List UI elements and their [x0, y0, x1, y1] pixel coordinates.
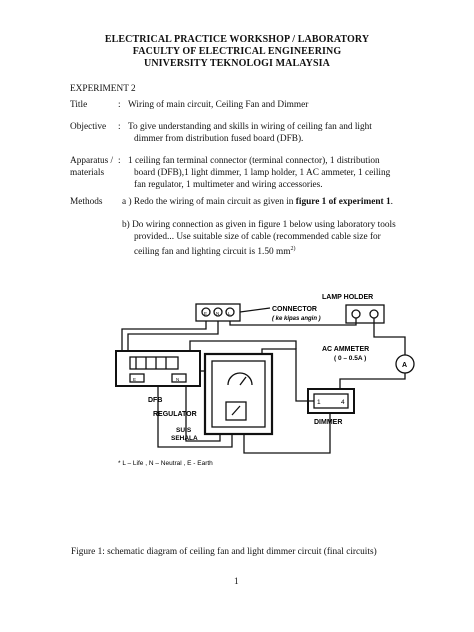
- apparatus-line-1: 1 ceiling fan terminal connector (terminal connector), 1 distribution: [128, 156, 380, 166]
- ammeter-range: ( 0 – 0.5A ): [334, 355, 367, 362]
- ammeter-label: AC AMMETER: [322, 346, 370, 353]
- lamp-holder-label: LAMP HOLDER: [322, 294, 374, 301]
- methods-label: Methods: [70, 197, 103, 207]
- figure-caption: Figure 1: schematic diagram of ceiling fan and light dimmer circuit (final circuits): [71, 547, 377, 557]
- ammeter-letter: A: [402, 362, 408, 369]
- methods-b-line-3-text: ceiling fan and lighting circuit is 1.50 mm: [134, 247, 291, 258]
- apparatus-colon: :: [118, 156, 121, 166]
- terminal-n-label: N: [216, 311, 220, 316]
- objective-label: Objective: [70, 122, 107, 132]
- regulator-panel: [205, 354, 272, 434]
- objective-line-1: To give understanding and skills in wiring of ceiling fan and light: [128, 122, 372, 132]
- methods-a: [122, 196, 467, 208]
- sehala-label: SEHALA: [171, 435, 198, 442]
- title-colon: :: [118, 100, 121, 110]
- wiring-diagram: [0, 275, 474, 485]
- apparatus-label-1: Apparatus /: [70, 156, 114, 166]
- methods-a-prefix: a ) Redo the wiring of main circuit as given in: [122, 197, 296, 207]
- apparatus-line-3: fan regulator, 1 multimeter and wiring accessories.: [134, 180, 323, 190]
- dimmer-label: DIMMER: [314, 419, 343, 426]
- title-value: Wiring of main circuit, Ceiling Fan and Dimmer: [128, 100, 309, 110]
- dfb-e-label: E: [133, 377, 137, 382]
- methods-b-line-3: [134, 243, 295, 258]
- lamp-holder-terminal-2: [370, 310, 378, 318]
- methods-a-bold: figure 1 of experiment 1: [295, 197, 391, 207]
- apparatus-label-2: materials: [70, 168, 105, 178]
- objective-colon: :: [118, 122, 121, 132]
- methods-a-suffix: .: [390, 197, 393, 207]
- header-line-2: FACULTY OF ELECTRICAL ENGINEERING: [132, 46, 342, 57]
- methods-b-line-2: provided... Use suitable size of cable (recommended cable size for: [134, 232, 381, 242]
- dfb-label: DFB: [148, 397, 163, 404]
- terminal-e-label: E: [204, 311, 208, 316]
- dimmer-box: [308, 389, 354, 413]
- objective-line-2: dimmer from distribution fused board (DFB).: [134, 134, 304, 144]
- regulator-label: REGULATOR: [153, 411, 197, 418]
- terminal-l-label: L: [228, 311, 231, 316]
- header-line-1: ELECTRICAL PRACTICE WORKSHOP / LABORATORY: [104, 34, 370, 45]
- figure-legend: * L – Life , N – Neutral , E - Earth: [118, 460, 213, 467]
- title-label: Title: [70, 100, 88, 110]
- apparatus-line-2: board (DFB),1 light dimmer, 1 lamp holder, 1 AC ammeter, 1 ceiling: [134, 168, 391, 178]
- dimmer-terminal-4: 4: [341, 399, 345, 406]
- dimmer-terminal-1: 1: [317, 399, 321, 406]
- methods-b-line-1: b) Do wiring connection as given in figure 1 below using laboratory tools: [122, 220, 396, 230]
- connector-pointer: [240, 308, 270, 312]
- header-line-3: UNIVERSITY TEKNOLOGI MALAYSIA: [144, 58, 330, 69]
- dfb-breaker: [130, 357, 178, 369]
- suis-label: SUIS: [176, 427, 192, 434]
- connector-label: CONNECTOR: [272, 306, 317, 313]
- experiment-heading: EXPERIMENT 2: [70, 84, 136, 94]
- dfb-n-label: N: [176, 377, 180, 382]
- lamp-holder-terminal-1: [352, 310, 360, 318]
- regulator-dial: [228, 373, 252, 385]
- regulator-inner: [212, 361, 265, 427]
- connector-sub-label: ( ke kipas angin ): [272, 316, 321, 322]
- page-number: 1: [234, 577, 239, 587]
- methods-b-superscript: 2): [290, 246, 296, 252]
